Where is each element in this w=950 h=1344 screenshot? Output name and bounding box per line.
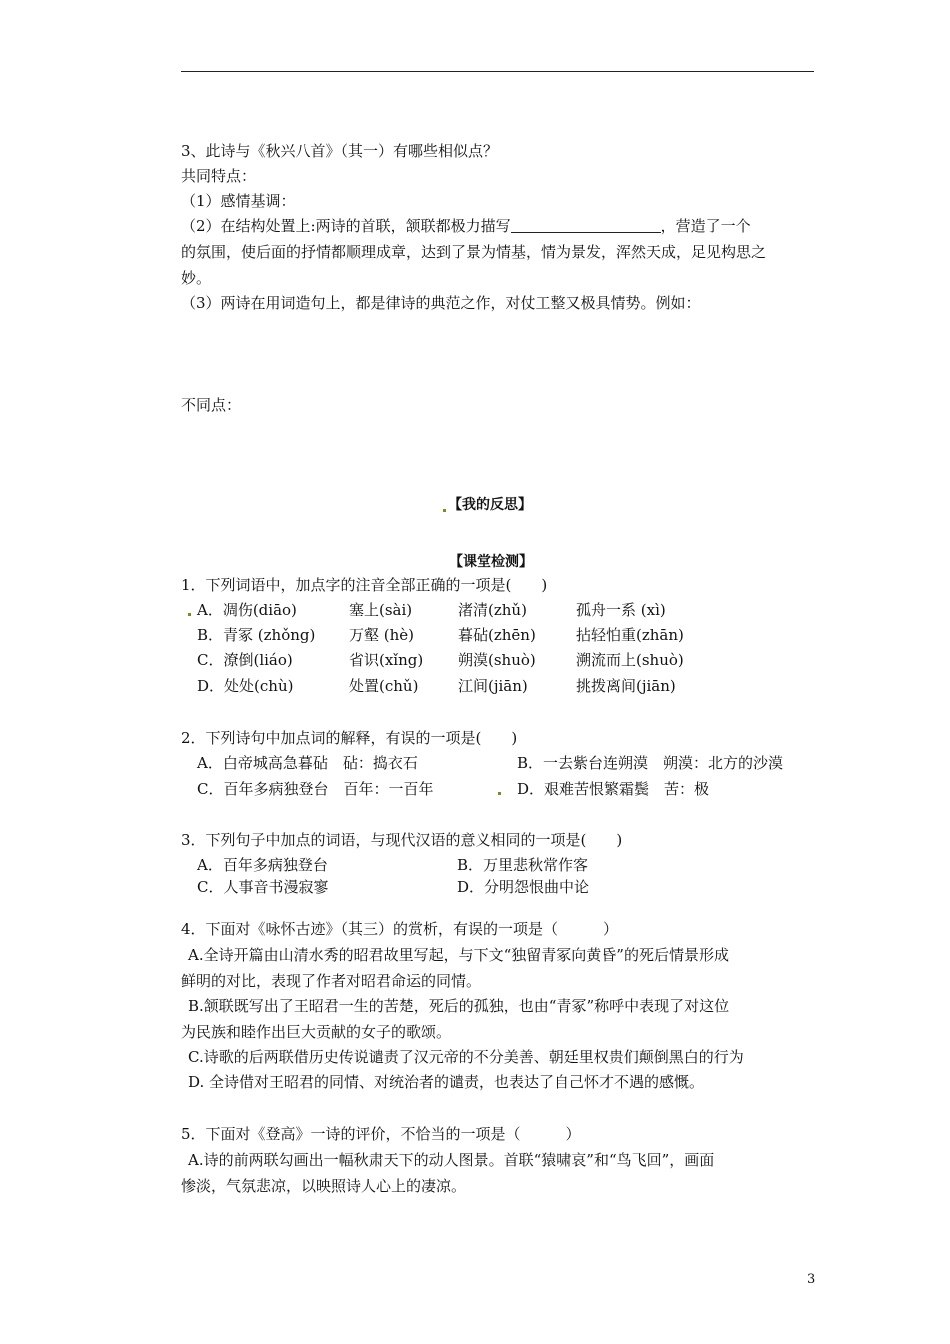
q4-option-a: A.全诗开篇由山清水秀的昭君故里写起，与下文“独留青冢向黄昏”的死后情景形成 [188,946,729,964]
q4-option-a-cont: 鲜明的对比，表现了作者对昭君命运的同情。 [181,972,482,990]
q1-option-b-2: 万壑 (hè) [349,626,415,644]
q1-option-b-1: B．青冢 (zhǒng) [197,626,316,644]
page-number: 3 [807,1272,816,1287]
differences-label: 不同点： [181,396,242,414]
q4-option-c: C.诗歌的后两联借历史传说谴责了汉元帝的不分美善、朝廷里权贵们颠倒黑白的行为 [188,1048,744,1066]
point-3: （3）两诗在用词造句上，都是律诗的典范之作，对仗工整又极具情势。例如： [181,294,701,312]
q1-option-c-1: C．潦倒(liáo) [197,651,293,669]
q1-stem: 1．下列词语中，加点字的注音全部正确的一项是( ) [181,576,548,594]
q1-option-a-4: 孤舟一系 (xì) [576,601,666,619]
q1-option-c-4: 溯流而上(shuò) [576,651,684,669]
q4-option-b-cont: 为民族和睦作出巨大贡献的女子的歌颂。 [181,1023,452,1041]
q3-option-c: C．人事音书漫寂寥 [197,878,329,896]
q3-stem: 3．下列句子中加点的词语，与现代汉语的意义相同的一项是( ) [181,831,623,849]
q1-option-a-2: 塞上(sài) [349,601,413,619]
q4-option-b: B.颔联既写出了王昭君一生的苦楚，死后的孤独，也由“青冢”称呼中表现了对这位 [188,997,730,1015]
q4-stem: 4．下面对《咏怀古迹》（其三）的赏析，有误的一项是（ ） [181,920,619,938]
header-rule [181,71,814,72]
q2-stem: 2．下列诗句中加点词的解释，有误的一项是( ) [181,729,518,747]
q1-option-d-4: 挑拨离间(jiān) [576,677,676,695]
q4-option-d: D. 全诗借对王昭君的同情、对统治者的谴责，也表达了自己怀才不遇的感慨。 [188,1073,705,1091]
q2-option-b: B．一去紫台连朔漠 朔漠：北方的沙漠 [517,754,784,772]
point-2: （2）在结构处置上:两诗的首联，颔联都极力描写 ，营造了一个 [181,217,751,235]
decorative-dot [498,792,501,795]
q3-option-a: A．百年多病独登台 [197,856,328,874]
fill-blank[interactable] [511,217,661,233]
test-heading: 【课堂检测】 [449,554,533,570]
q1-option-d-3: 江间(jiān) [458,677,528,695]
common-points-label: 共同特点： [181,167,257,185]
q2-option-c: C．百年多病独登台 百年：一百年 [197,780,434,798]
q1-option-c-2: 省识(xǐng) [349,651,424,669]
decorative-dot [188,613,191,616]
review-question: 3、此诗与《秋兴八首》（其一）有哪些相似点？ [181,142,499,160]
q2-option-d: D．艰难苦恨繁霜鬓 苦：极 [517,780,710,798]
q5-option-a: A.诗的前两联勾画出一幅秋肃天下的动人图景。首联“猿啸哀”和“鸟飞回”，画面 [188,1151,715,1169]
q2-option-a: A．白帝城高急暮砧 砧：捣衣石 [197,754,418,772]
decorative-dot [443,509,446,512]
q1-option-b-3: 暮砧(zhēn) [458,626,536,644]
q5-option-a-cont: 惨淡，气氛悲凉，以映照诗人心上的凄凉。 [181,1177,467,1195]
q1-option-d-1: D．处处(chù) [197,677,294,695]
q5-stem: 5．下面对《登高》一诗的评价，不恰当的一项是（ ） [181,1125,581,1143]
q1-option-a-3: 渚清(zhǔ) [458,601,527,619]
point-2-end: 妙。 [181,269,212,287]
q3-option-b: B．万里悲秋常作客 [457,856,589,874]
q1-option-b-4: 拈轻怕重(zhān) [576,626,684,644]
reflection-heading: 【我的反思】 [448,497,532,513]
q3-option-d: D．分明怨恨曲中论 [457,878,590,896]
q1-option-c-3: 朔漠(shuò) [458,651,536,669]
q1-option-d-2: 处置(chǔ) [349,677,419,695]
point-1: （1）感情基调： [181,192,296,210]
q1-option-a-1: A．凋伤(diāo) [197,601,297,619]
point-2-cont: 的氛围，使后面的抒情都顺理成章，达到了景为情基，情为景发，浑然天成，足见构思之 [181,243,767,261]
